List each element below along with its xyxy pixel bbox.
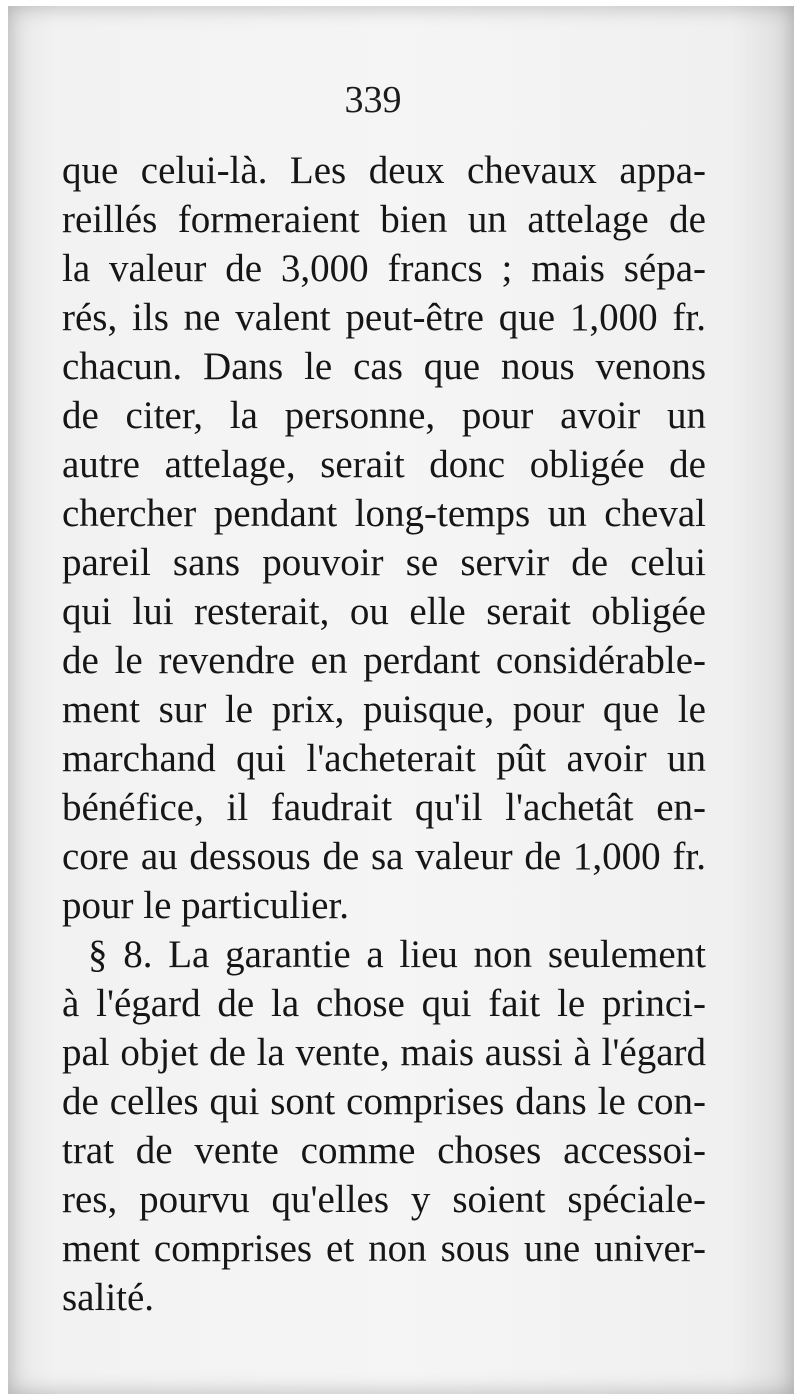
text-line: à l'égard de la chose qui fait le princi- (62, 982, 706, 1025)
text-line: autre attelage, serait donc obligée de (62, 443, 706, 486)
text-line: pour le particulier. (62, 884, 349, 927)
text-line: chercher pendant long-temps un cheval (62, 492, 706, 535)
text-line: § 8. La garantie a lieu non seulement (88, 933, 706, 976)
text-line: chacun. Dans le cas que nous venons (62, 345, 706, 388)
text-line: res, pourvu qu'elles y soient spéciale- (62, 1178, 706, 1221)
text-line: trat de vente comme choses accessoi- (62, 1129, 706, 1172)
text-line: pal objet de la vente, mais aussi à l'égard (62, 1031, 706, 1074)
page-number: 339 (344, 79, 402, 121)
text-line: reillés formeraient bien un attelage de (62, 198, 706, 241)
text-line: de le revendre en perdant considérable- (62, 639, 706, 682)
text-line: ment comprises et non sous une univer- (62, 1227, 706, 1270)
text-line: la valeur de 3,000 francs ; mais sépa- (62, 247, 706, 290)
text-line: bénéfice, il faudrait qu'il l'achetât en- (62, 786, 706, 829)
body-text (62, 146, 706, 1322)
text-line: marchand qui l'acheterait pût avoir un (62, 737, 706, 780)
text-line: ment sur le prix, puisque, pour que le (62, 688, 706, 731)
text-line: de celles qui sont comprises dans le con- (62, 1080, 706, 1123)
text-line: pareil sans pouvoir se servir de celui (62, 541, 706, 584)
text-line: qui lui resterait, ou elle serait obligée (62, 590, 706, 633)
text-line: que celui-là. Les deux chevaux appa- (62, 149, 706, 192)
text-line: de citer, la personne, pour avoir un (62, 394, 706, 437)
text-line: core au dessous de sa valeur de 1,000 fr. (62, 835, 706, 878)
text-line: rés, ils ne valent peut-être que 1,000 fr. (62, 296, 706, 339)
book-page (8, 6, 794, 1394)
text-line: salité. (62, 1276, 155, 1319)
